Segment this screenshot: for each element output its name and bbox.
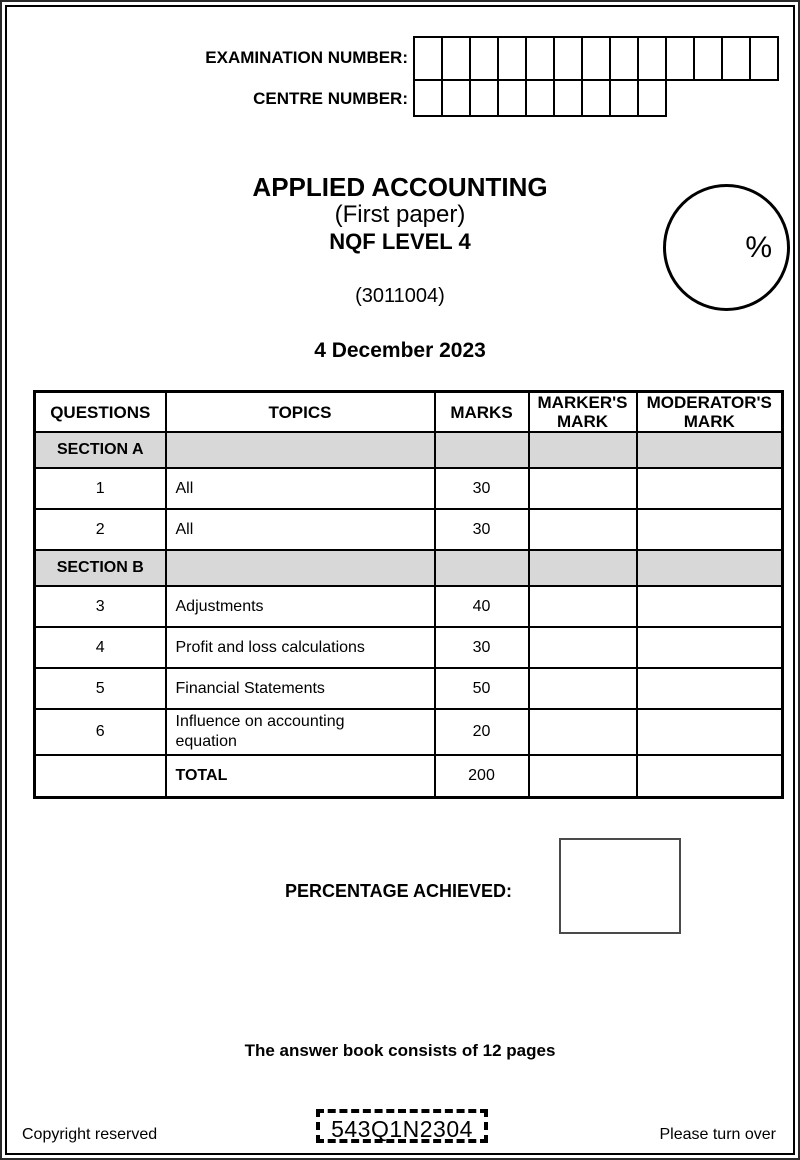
question-number: 5 xyxy=(35,668,166,709)
header-questions: QUESTIONS xyxy=(35,392,166,433)
topic: All xyxy=(166,468,435,509)
markers-mark-cell xyxy=(529,627,637,668)
markers-mark-cell xyxy=(529,709,637,755)
number-cell xyxy=(609,79,639,117)
question-number: 1 xyxy=(35,468,166,509)
number-cell xyxy=(749,36,779,81)
markers-mark-cell xyxy=(529,509,637,550)
number-cell xyxy=(553,36,583,81)
number-cell xyxy=(469,36,499,81)
copyright-text: Copyright reserved xyxy=(22,1126,158,1143)
empty-cell xyxy=(166,432,435,468)
centre-number-label: CENTRE NUMBER: xyxy=(253,89,408,108)
section-a-row xyxy=(35,432,783,468)
moderators-mark-cell xyxy=(637,468,783,509)
percentage-circle xyxy=(663,184,790,311)
marks-table xyxy=(33,390,784,799)
paper-subtitle: (First paper) xyxy=(334,201,466,228)
number-cell xyxy=(413,36,443,81)
question-row xyxy=(35,627,783,668)
number-cell xyxy=(581,36,611,81)
number-cell xyxy=(637,36,667,81)
number-cell xyxy=(609,36,639,81)
question-number: 4 xyxy=(35,627,166,668)
percentage-achieved-box xyxy=(559,838,681,934)
topic: Financial Statements xyxy=(166,668,435,709)
number-cell xyxy=(441,36,471,81)
nqf-level: NQF LEVEL 4 xyxy=(329,229,471,254)
table-header-row xyxy=(35,392,783,433)
marks: 40 xyxy=(435,586,529,627)
total-marks: 200 xyxy=(435,755,529,797)
exam-date: 4 December 2023 xyxy=(314,339,486,362)
number-cell xyxy=(525,36,555,81)
number-cell xyxy=(693,36,723,81)
answer-book-note: The answer book consists of 12 pages xyxy=(244,1041,556,1060)
percent-symbol: % xyxy=(745,230,772,264)
moderators-mark-cell xyxy=(637,668,783,709)
moderators-mark-cell xyxy=(637,586,783,627)
question-row xyxy=(35,468,783,509)
number-cell xyxy=(441,79,471,117)
moderators-mark-cell xyxy=(637,627,783,668)
empty-cell xyxy=(166,550,435,586)
empty-cell xyxy=(637,432,783,468)
topic: All xyxy=(166,509,435,550)
total-row xyxy=(35,755,783,797)
empty-cell xyxy=(637,550,783,586)
section-label: SECTION A xyxy=(35,432,166,468)
topic: Adjustments xyxy=(166,586,435,627)
number-cell xyxy=(581,79,611,117)
examination-number-label: EXAMINATION NUMBER: xyxy=(205,48,408,67)
number-cell xyxy=(497,36,527,81)
header-moderators-mark: MODERATOR'S MARK xyxy=(637,392,783,433)
question-number: 6 xyxy=(35,709,166,755)
section-b-row xyxy=(35,550,783,586)
marks: 30 xyxy=(435,509,529,550)
empty-cell xyxy=(529,550,637,586)
topic: Profit and loss calculations xyxy=(166,627,435,668)
question-row xyxy=(35,586,783,627)
header-markers-mark: MARKER'S MARK xyxy=(529,392,637,433)
markers-mark-cell xyxy=(529,668,637,709)
paper-code-box xyxy=(316,1109,488,1143)
markers-mark-cell xyxy=(529,586,637,627)
paper-code-text: 543Q1N2304 xyxy=(331,1116,473,1142)
number-cell xyxy=(525,79,555,117)
question-row xyxy=(35,509,783,550)
number-cell xyxy=(637,79,667,117)
section-label: SECTION B xyxy=(35,550,166,586)
header-marks: MARKS xyxy=(435,392,529,433)
please-turn-over-text: Please turn over xyxy=(659,1126,776,1143)
marks: 50 xyxy=(435,668,529,709)
number-cell xyxy=(553,79,583,117)
markers-mark-cell xyxy=(529,755,637,797)
number-cell xyxy=(721,36,751,81)
number-cell xyxy=(413,79,443,117)
number-cell xyxy=(497,79,527,117)
question-number: 3 xyxy=(35,586,166,627)
empty-cell xyxy=(435,550,529,586)
question-row xyxy=(35,709,783,755)
moderators-mark-cell xyxy=(637,755,783,797)
topic xyxy=(166,709,435,755)
total-label: TOTAL xyxy=(166,755,435,797)
examination-number-grid xyxy=(413,36,779,81)
moderators-mark-cell xyxy=(637,509,783,550)
percentage-achieved-label: PERCENTAGE ACHIEVED: xyxy=(284,881,512,901)
number-cell xyxy=(469,79,499,117)
marks: 20 xyxy=(435,709,529,755)
header-topics: TOPICS xyxy=(166,392,435,433)
empty-cell xyxy=(35,755,166,797)
empty-cell xyxy=(435,432,529,468)
number-cell xyxy=(665,36,695,81)
markers-mark-cell xyxy=(529,468,637,509)
paper-code: (3011004) xyxy=(355,285,445,307)
question-number: 2 xyxy=(35,509,166,550)
paper-title: APPLIED ACCOUNTING xyxy=(252,172,548,202)
marks: 30 xyxy=(435,468,529,509)
empty-cell xyxy=(529,432,637,468)
centre-number-grid xyxy=(413,79,667,117)
question-row xyxy=(35,668,783,709)
moderators-mark-cell xyxy=(637,709,783,755)
topic-text: Influence on accounting equation xyxy=(175,713,345,750)
marks: 30 xyxy=(435,627,529,668)
